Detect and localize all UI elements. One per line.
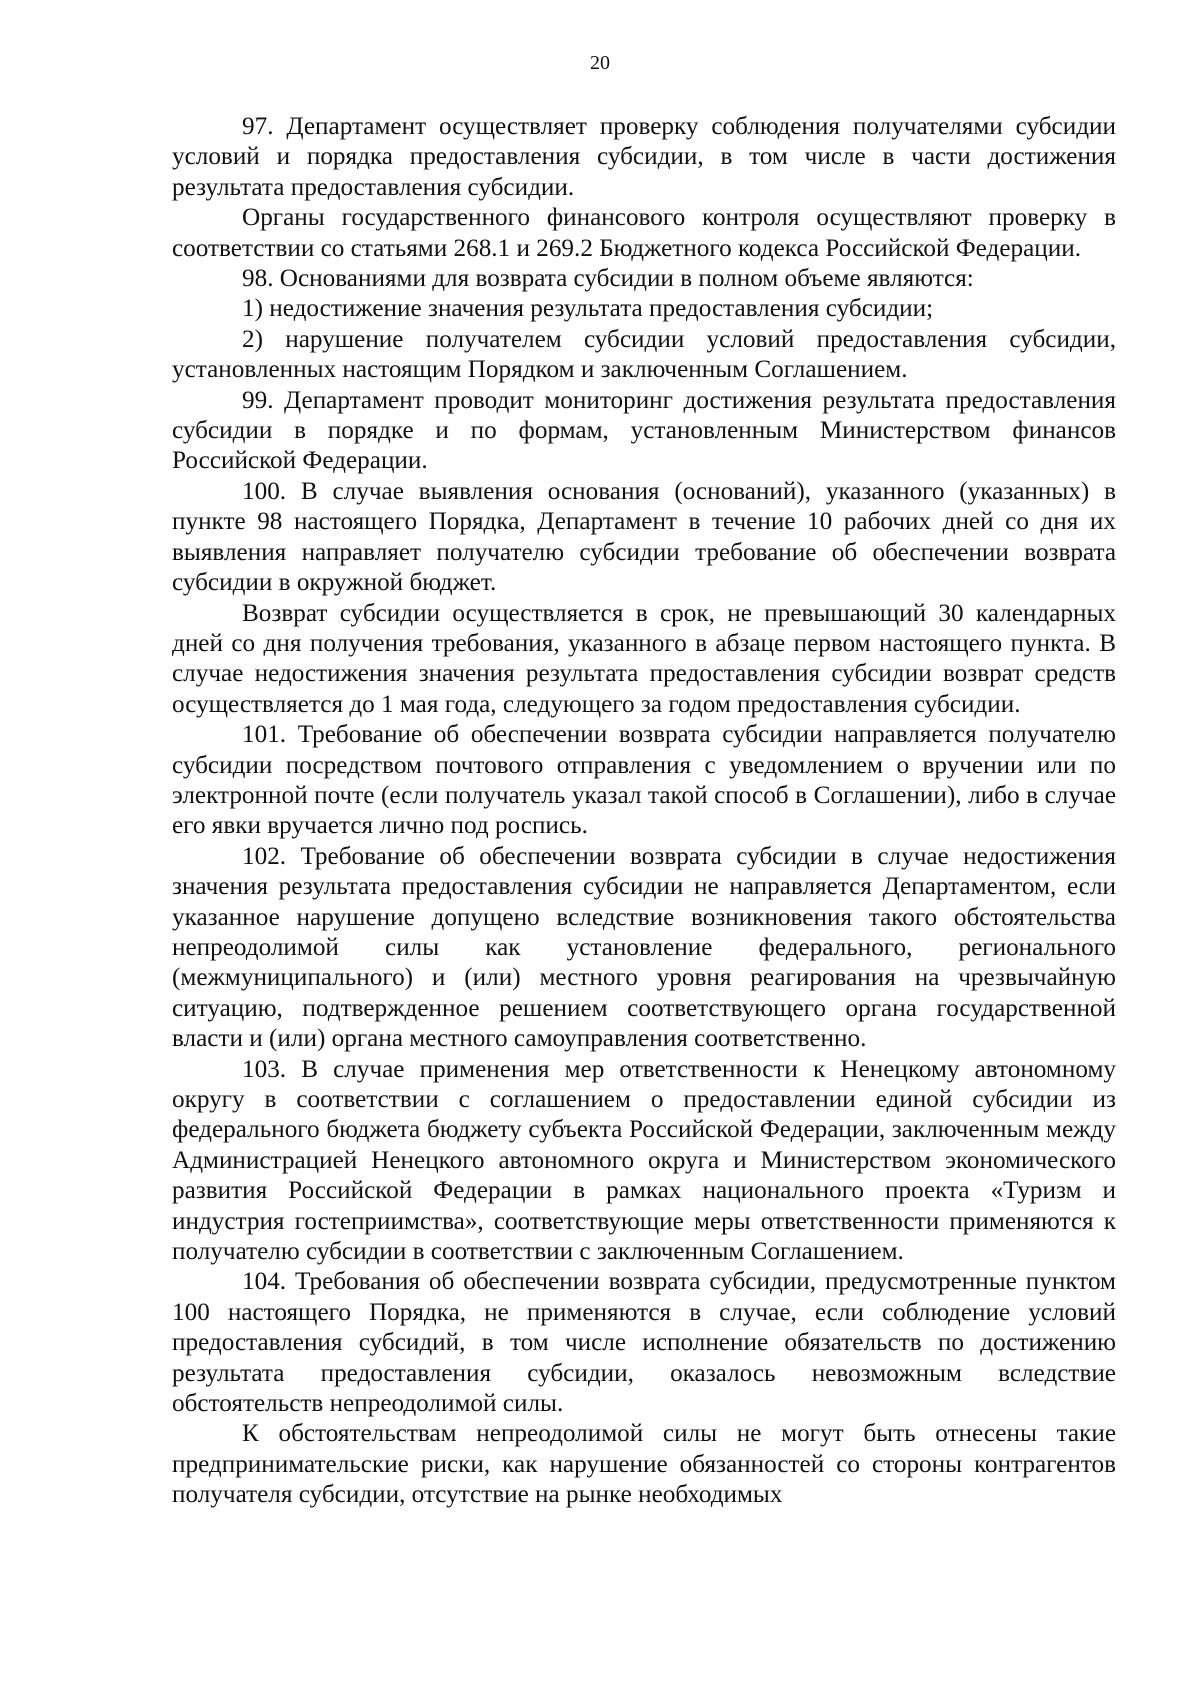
paragraph-98-item-2: 2) нарушение получателем субсидии условий предоставления субсидии, установленных настоящим Порядком и заключенным Соглашением. [172,325,1116,384]
page-number: 20 [590,52,610,74]
paragraph-98-item-1: 1) недостижение значения результата предоставления субсидии; [242,295,934,323]
paragraph-99: 99. Департамент проводит мониторинг достижения результата предоставления субсидии в порядке и по формам, установленным Министерством финансов Российской Федерации. [172,386,1116,475]
paragraph-force-majeure: К обстоятельствам непреодолимой силы не могут быть отнесены такие предпринимательские риски, как нарушение обязанностей со стороны контрагентов получателя субсидии, отсутствие на рынке необходимых [172,1420,1116,1509]
paragraph-100: 100. В случае выявления основания (оснований), указанного (указанных) в пункте 98 настоящего Порядка, Департамент в течение 10 рабочих дней со дня их выявления направляет получателю субсидии требование об обеспечении возврата субсидии в окружной бюджет. [172,477,1116,597]
document-body [172,112,1116,1511]
paragraph-101: 101. Требование об обеспечении возврата субсидии направляется получателю субсидии посредством почтового отправления с уведомлением о вручении или по электронной почте (если получатель указал такой способ в Соглашении), либо в случае его явки вручается лично под роспись. [172,721,1116,840]
paragraph-98: 98. Основаниями для возврата субсидии в полном объеме являются: [242,265,974,293]
paragraph-102: 102. Требование об обеспечении возврата субсидии в случае недостижения значения результата предоставления субсидии не направляется Департаментом, если указанное нарушение допущено вследствие возникновения такого обстоятельства непреодолимой силы как установление федерального, регионального (межмуниципального) и (или) местного уровня реагирования на чрезвычайную ситуацию, подтвержденное решением соответствующего органа государственной власти и (или) органа местного самоуправления соответственно. [172,842,1116,1053]
paragraph-103: 103. В случае применения мер ответственности к Ненецкому автономному округу в соответствии с соглашением о предоставлении единой субсидии из федерального бюджета бюджету субъекта Российской Федерации, заключенным между Администрацией Ненецкого автономного округа и Министерством экономического развития Российской Федерации в рамках национального проекта «Туризм и индустрия гостеприимства», соответствующие меры ответственности применяются к получателю субсидии в соответствии с заключенным Соглашением. [172,1055,1116,1266]
paragraph-104: 104. Требования об обеспечении возврата субсидии, предусмотренные пунктом 100 настоящего Порядка, не применяются в случае, если соблюдение условий предоставления субсидий, в том числе исполнение обязательств по достижению результата предоставления субсидии, оказалось невозможным вследствие обстоятельств непреодолимой силы. [172,1268,1116,1418]
paragraph-97: 97. Департамент осуществляет проверку соблюдения получателями субсидии условий и порядка предоставления субсидии, в том числе в части достижения результата предоставления субсидии. [172,113,1116,201]
paragraph-100-return-term: Возврат субсидии осуществляется в срок, не превышающий 30 календарных дней со дня получения требования, указанного в абзаце первом настоящего пункта. В случае недостижения значения результата предоставления субсидии возврат средств осуществляется до 1 мая года, следующего за годом предоставления субсидии. [172,599,1116,718]
paragraph-financial-control: Органы государственного финансового контроля осуществляют проверку в соответствии со статьями 268.1 и 269.2 Бюджетного кодекса Российской Федерации. [172,204,1116,262]
